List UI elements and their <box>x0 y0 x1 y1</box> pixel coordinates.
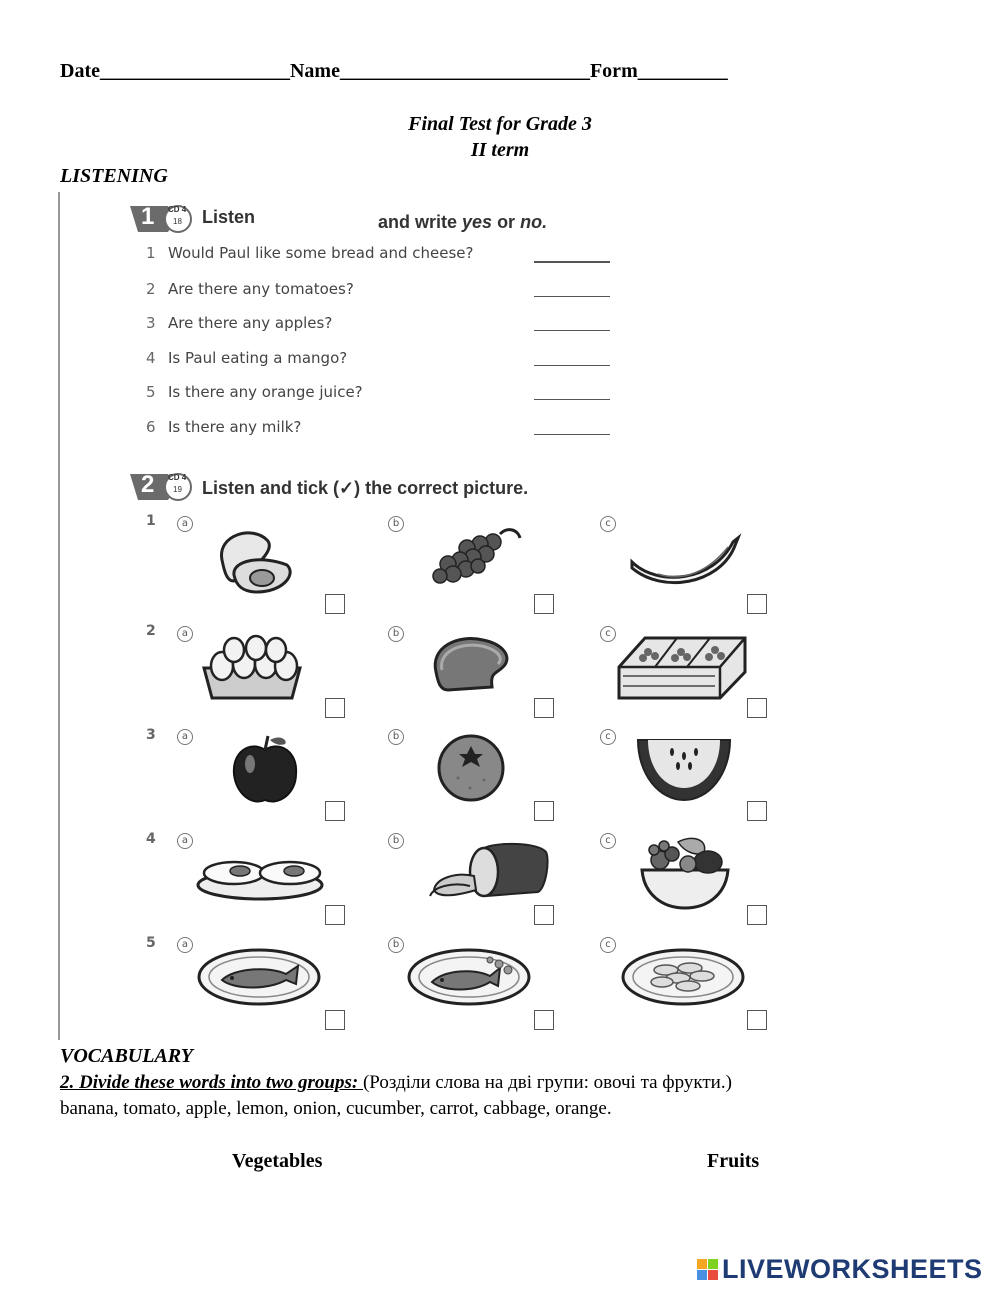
answer-blank-3[interactable] <box>534 330 610 331</box>
test-subtitle: II term <box>470 139 530 161</box>
listening-exercises <box>58 192 818 1040</box>
vocabulary-heading: VOCABULARY <box>60 1045 193 1067</box>
listening-heading: LISTENING <box>60 165 168 187</box>
option-2a: a <box>177 626 193 642</box>
tick-box-1c[interactable] <box>747 594 767 614</box>
tick-box-5a[interactable] <box>325 1010 345 1030</box>
grapes-picture <box>428 524 528 594</box>
eggs-picture <box>200 628 305 703</box>
option-3a: a <box>177 729 193 745</box>
row-1-number: 1 <box>146 513 156 529</box>
fried-eggs-picture <box>190 847 330 902</box>
test-title: Final Test for Grade 3 <box>408 113 592 135</box>
fish-plate-2-picture <box>404 944 534 1009</box>
tick-box-1b[interactable] <box>534 594 554 614</box>
apple-picture <box>230 732 300 807</box>
exercise-2-track: 19 <box>173 485 182 494</box>
exercise-1-cd: CD 4 <box>168 205 187 214</box>
watermelon-picture <box>634 734 734 804</box>
exercise-2-cd: CD 4 <box>168 473 187 482</box>
vegetables-column-heading: Vegetables <box>232 1150 323 1172</box>
fruit-bowl-picture <box>638 832 733 912</box>
fish-plate-picture <box>194 944 324 1009</box>
option-4a: a <box>177 833 193 849</box>
option-1a: a <box>177 516 193 532</box>
row-3-number: 3 <box>146 727 156 743</box>
tick-box-1a[interactable] <box>325 594 345 614</box>
tick-box-4b[interactable] <box>534 905 554 925</box>
tick-box-4c[interactable] <box>747 905 767 925</box>
liveworksheets-logo-text: LIVEWORKSHEETS <box>722 1254 983 1284</box>
date-label: Date <box>60 60 100 82</box>
option-2b: b <box>388 626 404 642</box>
row-2-number: 2 <box>146 623 156 639</box>
tick-box-3c[interactable] <box>747 801 767 821</box>
tick-box-3a[interactable] <box>325 801 345 821</box>
avocado-picture <box>212 520 302 600</box>
exercise-1-title-b: and write yes or no. <box>378 212 548 232</box>
banana-picture <box>628 532 743 592</box>
liveworksheets-logo <box>697 1254 983 1285</box>
exercise-2-number: 2 <box>141 471 155 498</box>
answer-blank-6[interactable] <box>534 434 610 435</box>
fruits-column-heading: Fruits <box>707 1150 760 1172</box>
vocabulary-task <box>60 1072 732 1094</box>
question-3: 3 Are there any apples? <box>146 314 333 332</box>
vocabulary-words: banana, tomato, apple, lemon, onion, cucumber, carrot, cabbage, orange. <box>60 1098 612 1119</box>
fruit-crate-picture <box>615 632 750 702</box>
row-5-number: 5 <box>146 935 156 951</box>
tick-box-2c[interactable] <box>747 698 767 718</box>
answer-blank-1[interactable] <box>534 261 610 263</box>
tick-box-5b[interactable] <box>534 1010 554 1030</box>
option-4c: c <box>600 833 616 849</box>
date-field[interactable]: ___________________ <box>99 60 290 82</box>
option-1c: c <box>600 516 616 532</box>
exercise-2-title: Listen and tick (✓) the correct picture. <box>202 478 529 498</box>
form-label: Form <box>589 60 638 82</box>
header-row <box>60 60 728 83</box>
name-label: Name <box>289 60 340 82</box>
exercise-1-title-a: Listen <box>202 207 256 227</box>
bread-loaf-picture <box>426 840 551 902</box>
bread-slice-picture <box>428 632 518 697</box>
question-4: 4 Is Paul eating a mango? <box>146 349 348 367</box>
tick-box-2a[interactable] <box>325 698 345 718</box>
option-1b: b <box>388 516 404 532</box>
form-field[interactable]: _________ <box>637 60 728 82</box>
question-5: 5 Is there any orange juice? <box>146 383 363 401</box>
row-4-number: 4 <box>146 831 156 847</box>
option-3b: b <box>388 729 404 745</box>
answer-blank-4[interactable] <box>534 365 610 366</box>
question-1: 1 Would Paul like some bread and cheese? <box>146 244 474 262</box>
liveworksheets-logo-icon <box>697 1259 718 1280</box>
tick-box-5c[interactable] <box>747 1010 767 1030</box>
option-4b: b <box>388 833 404 849</box>
option-5b: b <box>388 937 404 953</box>
tick-box-3b[interactable] <box>534 801 554 821</box>
tick-box-2b[interactable] <box>534 698 554 718</box>
exercise-1-track: 18 <box>173 217 182 226</box>
option-5c: c <box>600 937 616 953</box>
exercise-1-number: 1 <box>141 203 155 230</box>
question-6: 6 Is there any milk? <box>146 418 302 436</box>
orange-picture <box>434 732 509 802</box>
vocabulary-task-label: 2. Divide these words into two groups: <box>60 1072 363 1093</box>
tick-box-4a[interactable] <box>325 905 345 925</box>
answer-blank-2[interactable] <box>534 296 610 297</box>
option-5a: a <box>177 937 193 953</box>
option-2c: c <box>600 626 616 642</box>
question-2: 2 Are there any tomatoes? <box>146 280 354 298</box>
name-field[interactable]: _________________________ <box>339 60 590 82</box>
answer-blank-5[interactable] <box>534 399 610 400</box>
option-3c: c <box>600 729 616 745</box>
vocabulary-task-translation: (Розділи слова на дві групи: овочі та фрукти.) <box>362 1072 732 1093</box>
salad-plate-picture <box>618 944 748 1009</box>
